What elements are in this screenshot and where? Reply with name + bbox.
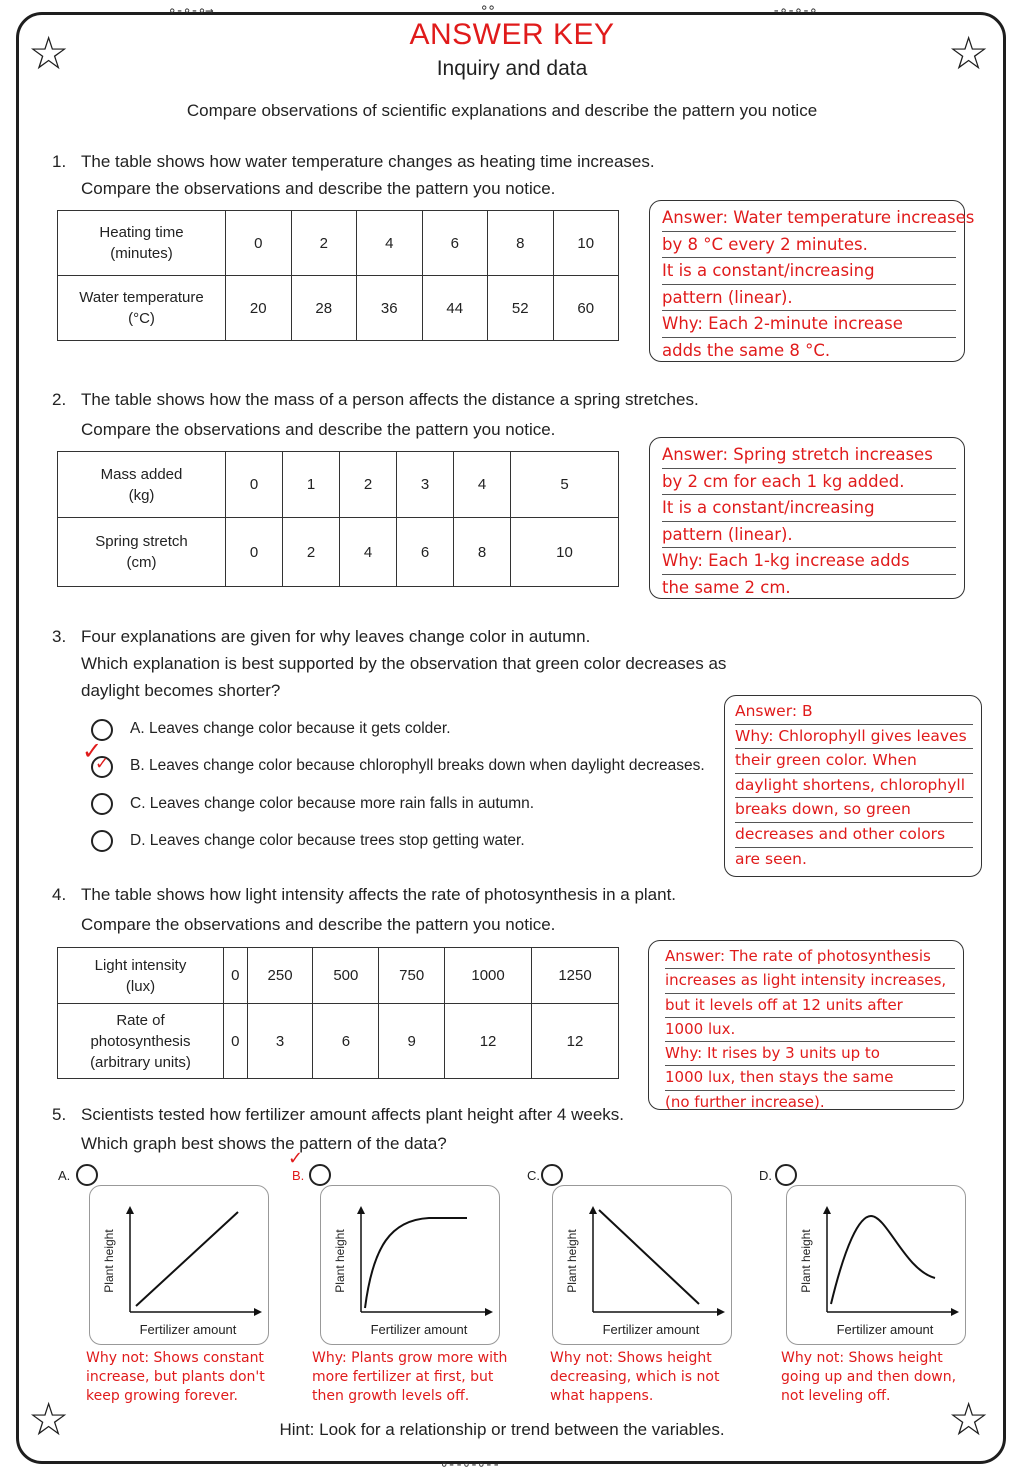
answer-line: breaks down, so green — [735, 798, 973, 823]
table-cell: 0 — [224, 948, 248, 1004]
graph-c-radio[interactable] — [541, 1164, 563, 1186]
option-a-text: A. Leaves change color because it gets colder. — [130, 720, 451, 737]
table-cell: 0 — [226, 518, 283, 587]
table-cell: 28 — [291, 276, 357, 341]
answer-line: Answer: Water temperature increases — [662, 205, 956, 232]
question-text: Compare the observations and describe the pattern you notice. — [81, 179, 556, 198]
y-axis-label: Plant height — [333, 1229, 347, 1293]
option-b-text: B. Leaves change color because chlorophyll breaks down when daylight decreases. — [130, 757, 705, 774]
table-cell: 12 — [532, 1004, 619, 1079]
question-3 — [52, 623, 781, 704]
graph-c-why: Why not: Shows height decreasing, which is not what happens. — [550, 1350, 720, 1404]
table-cell: 6 — [397, 518, 454, 587]
row-label: Mass added (kg) — [58, 452, 226, 518]
data-table-q4 — [57, 947, 619, 1079]
answer-line: Why: Each 1-kg increase adds — [662, 548, 956, 575]
question-text: Which graph best shows the pattern of the data? — [81, 1134, 447, 1153]
question-text: Four explanations are given for why leaves change color in autumn. — [81, 627, 591, 646]
answer-box-q3 — [724, 695, 982, 877]
answer-line: are seen. — [735, 849, 807, 868]
graph-b — [320, 1185, 500, 1345]
answer-line: Answer: The rate of photosynthesis — [665, 945, 955, 969]
table-cell: 60 — [553, 276, 619, 341]
graph-d-radio[interactable] — [775, 1164, 797, 1186]
answer-line: pattern (linear). — [662, 522, 956, 549]
y-axis-label: Plant height — [102, 1229, 116, 1293]
table-cell: 6 — [422, 211, 488, 276]
x-axis-label: Fertilizer amount — [370, 1322, 468, 1337]
graph-c-label: C. — [527, 1168, 540, 1183]
checkmark-icon: ✓ — [95, 754, 110, 773]
graph-a-why: Why not: Shows constant increase, but plants don't keep growing forever. — [86, 1350, 265, 1404]
question-number: 4. — [52, 885, 67, 904]
question-text: Compare the observations and describe the pattern you notice. — [81, 420, 556, 439]
table-cell: 500 — [313, 948, 379, 1004]
graph-a-label: A. — [58, 1168, 71, 1183]
table-cell: 52 — [488, 276, 554, 341]
table-cell: 1 — [283, 452, 340, 518]
table-cell: 4 — [454, 452, 511, 518]
question-text: Which explanation is best supported by the observation that green color decreases as — [81, 654, 727, 673]
question-1 — [52, 148, 701, 202]
border-ornament-top-right: -∘-∘-∘ — [772, 3, 817, 19]
answer-line: 1000 lux, then stays the same — [665, 1066, 955, 1090]
hint-text: Hint: Look for a relationship or trend between the variables. — [279, 1420, 725, 1439]
answer-line: Why: Chlorophyll gives leaves — [735, 725, 973, 750]
table-cell: 2 — [340, 452, 397, 518]
answer-box-q1 — [649, 200, 975, 362]
graph-d-label: D. — [759, 1168, 772, 1183]
table-cell: 20 — [226, 276, 292, 341]
question-5 — [52, 1100, 661, 1158]
question-text: The table shows how light intensity affects the rate of photosynthesis in a plant. — [81, 885, 677, 904]
question-number: 1. — [52, 152, 67, 171]
question-text: Scientists tested how fertilizer amount affects plant height after 4 weeks. — [81, 1105, 625, 1124]
table-cell: 750 — [379, 948, 445, 1004]
x-axis-label: Fertilizer amount — [139, 1322, 237, 1337]
graph-b-label: B. — [292, 1168, 305, 1183]
graph-b-radio[interactable] — [309, 1164, 331, 1186]
answer-line: decreases and other colors — [735, 823, 973, 848]
intro-text: Compare observations of scientific explanations and describe the pattern you notice — [186, 101, 818, 120]
graph-a-radio[interactable] — [76, 1164, 98, 1186]
graph-d — [786, 1185, 966, 1345]
answer-line: daylight shortens, chlorophyll — [735, 774, 973, 799]
answer-line: Why: Each 2-minute increase — [662, 311, 956, 338]
option-d-text: D. Leaves change color because trees stop getting water. — [130, 832, 525, 849]
question-number: 3. — [52, 627, 67, 646]
table-cell: 3 — [247, 1004, 313, 1079]
data-table-q1 — [57, 210, 619, 341]
answer-line: increases as light intensity increases, — [665, 969, 955, 993]
table-cell: 6 — [313, 1004, 379, 1079]
table-cell: 4 — [340, 518, 397, 587]
data-table-q2 — [57, 451, 619, 587]
answer-box-q2 — [649, 437, 965, 599]
table-cell: 2 — [283, 518, 340, 587]
row-label: Spring stretch (cm) — [58, 518, 226, 587]
y-axis-label: Plant height — [565, 1229, 579, 1293]
option-d-radio[interactable] — [91, 830, 113, 852]
table-cell: 1000 — [445, 948, 532, 1004]
star-icon: ☆ — [28, 26, 70, 80]
table-cell: 0 — [224, 1004, 248, 1079]
graph-a — [89, 1185, 269, 1345]
answer-line: Answer: Spring stretch increases — [662, 442, 956, 469]
answer-line: by 2 cm for each 1 kg added. — [662, 469, 956, 496]
x-axis-label: Fertilizer amount — [602, 1322, 700, 1337]
question-4 — [52, 880, 741, 940]
question-text: The table shows how the mass of a person affects the distance a spring stretches. — [81, 390, 699, 409]
table-cell: 9 — [379, 1004, 445, 1079]
border-ornament-top-center: ∘∘ — [480, 0, 495, 16]
answer-line: It is a constant/increasing — [662, 258, 956, 285]
row-label: Water temperature (°C) — [58, 276, 226, 341]
answer-line: Why: It rises by 3 units up to — [665, 1042, 955, 1066]
answer-line: It is a constant/increasing — [662, 495, 956, 522]
answer-line: by 8 °C every 2 minutes. — [662, 232, 956, 259]
table-cell: 3 — [397, 452, 454, 518]
option-c-text: C. Leaves change color because more rain falls in autumn. — [130, 795, 535, 812]
table-cell: 5 — [511, 452, 619, 518]
question-text: daylight becomes shorter? — [81, 681, 281, 700]
page-title: ANSWER KEY — [409, 18, 615, 51]
row-label: Heating time (minutes) — [58, 211, 226, 276]
star-icon: ☆ — [948, 1392, 990, 1446]
table-cell: 36 — [357, 276, 423, 341]
table-cell: 10 — [511, 518, 619, 587]
answer-line: adds the same 8 °C. — [662, 340, 831, 360]
table-cell: 1250 — [532, 948, 619, 1004]
graph-c — [552, 1185, 732, 1345]
question-number: 5. — [52, 1105, 67, 1124]
table-cell: 44 — [422, 276, 488, 341]
question-number: 2. — [52, 390, 67, 409]
y-axis-label: Plant height — [799, 1229, 813, 1293]
graph-d-why: Why not: Shows height going up and then down, not leveling off. — [781, 1350, 957, 1404]
answer-line: (no further increase). — [665, 1092, 825, 1111]
answer-line: the same 2 cm. — [662, 577, 791, 597]
table-cell: 2 — [291, 211, 357, 276]
question-text: Compare the observations and describe the pattern you notice. — [81, 915, 556, 934]
checkmark-icon: ✓ — [82, 738, 103, 765]
star-icon: ☆ — [28, 1392, 70, 1446]
table-cell: 8 — [488, 211, 554, 276]
table-cell: 250 — [247, 948, 313, 1004]
page-subtitle: Inquiry and data — [436, 57, 588, 80]
answer-box-q4 — [648, 940, 964, 1110]
checkmark-icon: ✓ — [288, 1148, 304, 1168]
answer-line: but it levels off at 12 units after — [665, 994, 955, 1018]
graph-b-why: Why: Plants grow more with more fertilizer at first, but then growth levels off. — [312, 1350, 508, 1404]
star-icon: ☆ — [948, 26, 990, 80]
answer-line: 1000 lux. — [665, 1018, 955, 1042]
option-c-radio[interactable] — [91, 793, 113, 815]
row-label: Light intensity (lux) — [58, 948, 224, 1004]
table-cell: 0 — [226, 211, 292, 276]
x-axis-label: Fertilizer amount — [836, 1322, 934, 1337]
table-cell: 10 — [553, 211, 619, 276]
table-cell: 8 — [454, 518, 511, 587]
table-cell: 4 — [357, 211, 423, 276]
border-ornament-bottom: ∘--∘-∘-- — [440, 1457, 500, 1472]
row-label: Rate of photosynthesis (arbitrary units) — [58, 1004, 224, 1079]
question-text: The table shows how water temperature changes as heating time increases. — [81, 152, 655, 171]
question-2 — [52, 385, 741, 445]
table-cell: 0 — [226, 452, 283, 518]
answer-line: pattern (linear). — [662, 285, 956, 312]
table-cell: 12 — [445, 1004, 532, 1079]
answer-line: Answer: B — [735, 700, 973, 725]
answer-line: their green color. When — [735, 749, 973, 774]
border-ornament-top-left: ∘-∘-∘→ — [168, 3, 213, 19]
